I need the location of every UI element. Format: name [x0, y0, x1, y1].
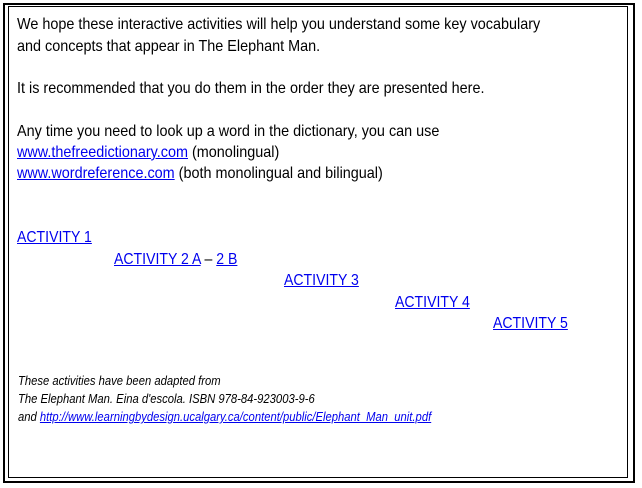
activity-3-row — [284, 271, 359, 291]
credits-line-1: These activities have been adapted from — [18, 374, 221, 388]
activity-1-link[interactable]: ACTIVITY 1 — [17, 229, 92, 246]
activity-1-row — [17, 228, 92, 248]
credits-and-prefix: and — [18, 410, 40, 424]
credits-line-3 — [18, 408, 431, 426]
wordreference-link[interactable]: www.wordreference.com — [17, 165, 175, 182]
activity-2-separator: – — [200, 251, 217, 268]
dictionary-line-2 — [17, 163, 383, 184]
learningbydesign-link[interactable]: http://www.learningbydesign.ucalgary.ca/content/public/Elephant_Man_unit.pdf — [39, 410, 432, 424]
dictionary-intro: Any time you need to look up a word in the dictionary, you can use — [17, 123, 440, 140]
activity-2-row — [114, 250, 237, 270]
wordreference-note: (both monolingual and bilingual) — [174, 165, 383, 182]
dictionary-line-1 — [17, 142, 279, 163]
thefreedictionary-note: (monolingual) — [188, 144, 280, 161]
activity-4-link[interactable]: ACTIVITY 4 — [395, 294, 470, 311]
activity-5-row — [493, 314, 568, 334]
activity-3-link[interactable]: ACTIVITY 3 — [284, 272, 359, 289]
order-recommendation: It is recommended that you do them in the order they are presented here. — [17, 80, 485, 97]
thefreedictionary-link[interactable]: www.thefreedictionary.com — [17, 144, 188, 161]
activity-4-row — [395, 293, 470, 313]
activity-5-link[interactable]: ACTIVITY 5 — [493, 315, 568, 332]
intro-line-2: and concepts that appear in The Elephant Man. — [17, 38, 321, 55]
activity-2b-link[interactable]: 2 B — [216, 251, 238, 268]
intro-line-1: We hope these interactive activities will help you understand some key vocabulary — [17, 16, 541, 33]
credits-line-2: The Elephant Man. Eina d'escola. ISBN 978-84-923003-9-6 — [18, 392, 315, 406]
activity-2a-link[interactable]: ACTIVITY 2 A — [114, 251, 201, 268]
